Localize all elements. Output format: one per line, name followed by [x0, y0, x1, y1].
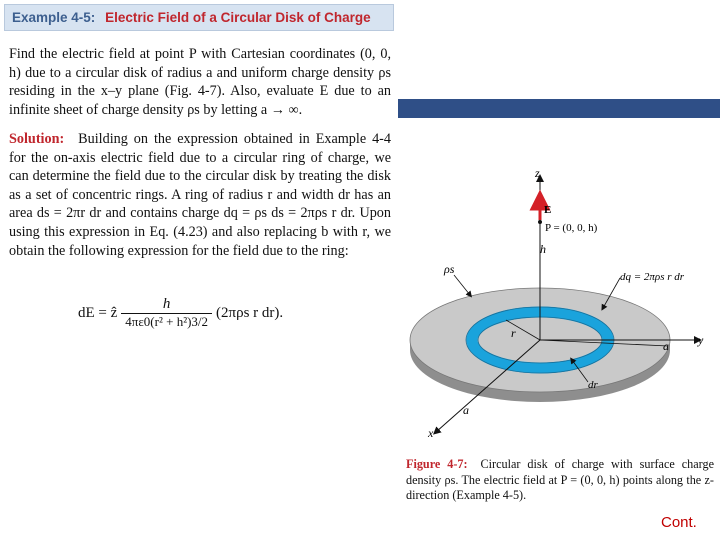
- decorative-blue-bar: [398, 99, 720, 118]
- field-equation: [78, 296, 283, 330]
- example-title-bar: [4, 4, 394, 31]
- point-label: P = (0, 0, h): [545, 222, 598, 234]
- equation-rhs: (2πρs r dr).: [216, 304, 284, 321]
- disk-figure: [398, 160, 720, 445]
- a-bottom-label: a: [463, 403, 469, 417]
- z-axis-label: z: [535, 166, 540, 180]
- figure-label: Figure 4-7:: [406, 457, 468, 471]
- example-label: Example 4-5:: [12, 10, 96, 25]
- caption-text: Circular disk of charge with surface charge density ρs. The electric field at P = (0, 0, h) points along the z-direction (Example 4-5).: [406, 457, 714, 502]
- x-axis-label: x: [428, 426, 434, 440]
- radius-a-label: a: [663, 339, 669, 353]
- rho-pointer: [454, 275, 470, 295]
- problem-statement: [9, 45, 391, 119]
- point-p: [538, 220, 542, 224]
- rho-label: ρs: [444, 262, 455, 276]
- radius-r-label: r: [511, 326, 516, 340]
- height-label: h: [540, 242, 546, 256]
- example-title: Electric Field of a Circular Disk of Charge: [105, 10, 371, 25]
- dq-label: dq = 2πρs r dr: [620, 271, 685, 283]
- solution-text: Building on the expression obtained in Example 4-4 for the on-axis electric field due to a circular ring of charge, we can determine the field due to the circular disk by treating the disk as a set of concentric rings. A ring of radius r and width dr has an area ds = 2πr dr and contains charge dq = ρs ds = 2πρs r dr. Upon using this expression in Eq. (4.23) and also replacing b with r, we obtain the following expression for the field due to the ring:: [9, 131, 391, 259]
- equation-fraction: [121, 296, 212, 330]
- continued-label: Cont.: [661, 514, 697, 531]
- equation-denominator: 4πε0(r² + h²)3/2: [121, 313, 212, 330]
- equation-lhs: dE = ẑ: [78, 304, 118, 321]
- y-axis-label: y: [698, 333, 704, 347]
- disk-figure-svg: [398, 160, 720, 445]
- problem-text: Find the electric field at point P with Cartesian coordinates (0, 0, h) due to a circular disk of radius a and uniform charge density ρs residing in the x–y plane (Fig. 4-7). Also, evaluate E due to an infinite sheet of charge density ρs by letting a → ∞.: [9, 46, 391, 118]
- dr-label: dr: [588, 379, 598, 391]
- equation-numerator: h: [162, 296, 171, 312]
- field-label: E: [544, 204, 552, 216]
- solution-block: [9, 130, 391, 260]
- solution-label: Solution:: [9, 131, 65, 147]
- figure-caption: [406, 457, 714, 504]
